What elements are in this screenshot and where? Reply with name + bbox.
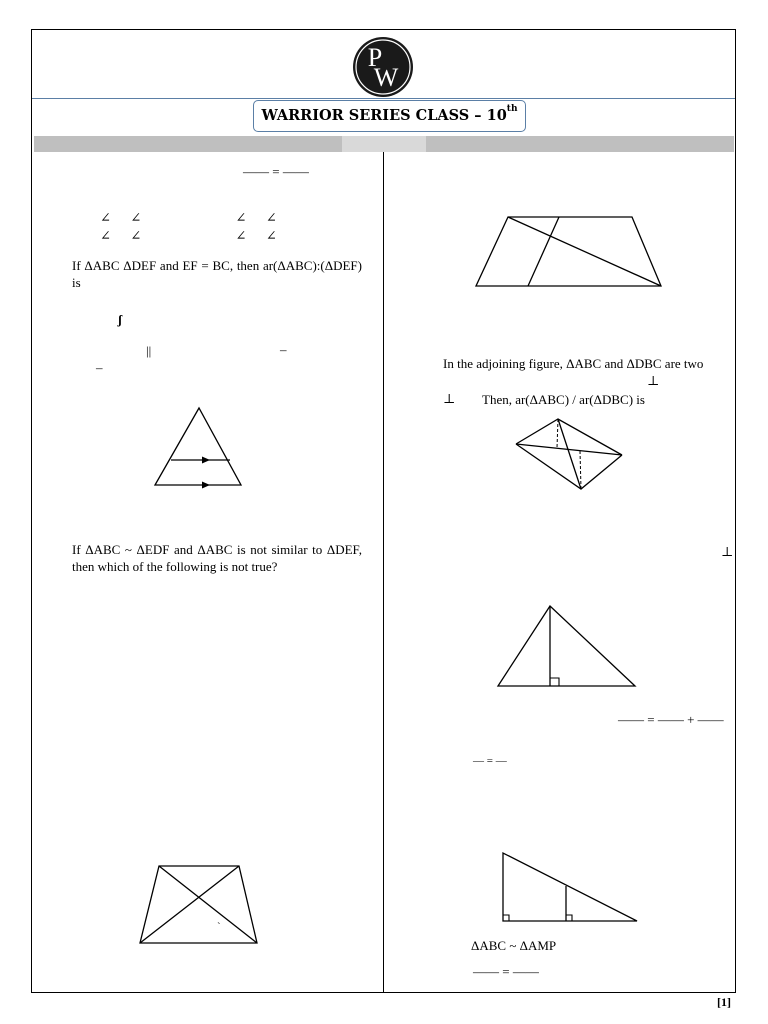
fraction-small-equation: — = — (473, 755, 507, 767)
fraction-sum-equation: —— = —— + —— (618, 712, 724, 727)
header-rule (32, 98, 735, 99)
stray-mark: ʃ (118, 312, 122, 327)
perpendicular-mark-1: ⊥ (647, 373, 660, 388)
section-band (34, 136, 734, 152)
question-similarity: If ΔABC ~ ΔEDF and ΔABC is not similar to ΔDEF, then which of the following is not true? (72, 542, 362, 574)
dash-mark-right: – (280, 342, 287, 357)
series-title-sup: th (506, 104, 518, 114)
question-adjoining-figure: In the adjoining figure, ΔABC and ΔDBC are two (443, 356, 704, 371)
angle-symbols-row-2: ∠ ∠ ∠ ∠ (100, 228, 277, 243)
section-band-center (342, 136, 426, 152)
angle-symbols-row-1: ∠ ∠ ∠ ∠ (100, 210, 277, 225)
question-area-ratio-right: Then, ar(ΔABC) / ar(ΔDBC) is (482, 392, 645, 407)
trapezium-crossing-figure (472, 212, 668, 292)
column-divider (383, 152, 384, 993)
trapezium-diagonals-figure (136, 862, 262, 948)
dash-mark-left: – (96, 360, 103, 375)
arrow-icon (202, 457, 210, 464)
tick-mark: ` (217, 921, 221, 933)
perpendicular-mark-3: ⊥ (721, 544, 734, 559)
right-triangle-figure (499, 849, 641, 925)
series-title-text: WARRIOR SERIES CLASS – 10 (261, 107, 507, 124)
page-number: [1] (717, 995, 731, 1009)
logo-letter-p: P (367, 43, 383, 72)
arrow-icon (202, 482, 210, 489)
parallel-mark: || (146, 343, 152, 358)
question-area-ratio: If ΔABC ΔDEF and EF = BC, then ar(ΔABC):(ΔDEF) is (72, 258, 362, 290)
logo-letter-w: W (373, 63, 399, 92)
triangle-parallel-figure (150, 404, 246, 490)
fraction-equation-bottom: —— = —— (473, 964, 539, 979)
fraction-equation: —— = —— (243, 164, 309, 179)
two-triangles-figure (512, 415, 626, 493)
perpendicular-mark-2: ⊥ (443, 391, 456, 406)
series-title (253, 100, 526, 132)
pw-logo (352, 36, 414, 98)
triangle-altitude-figure (494, 602, 640, 690)
similar-triangles-statement: ΔABC ~ ΔAMP (471, 938, 557, 953)
